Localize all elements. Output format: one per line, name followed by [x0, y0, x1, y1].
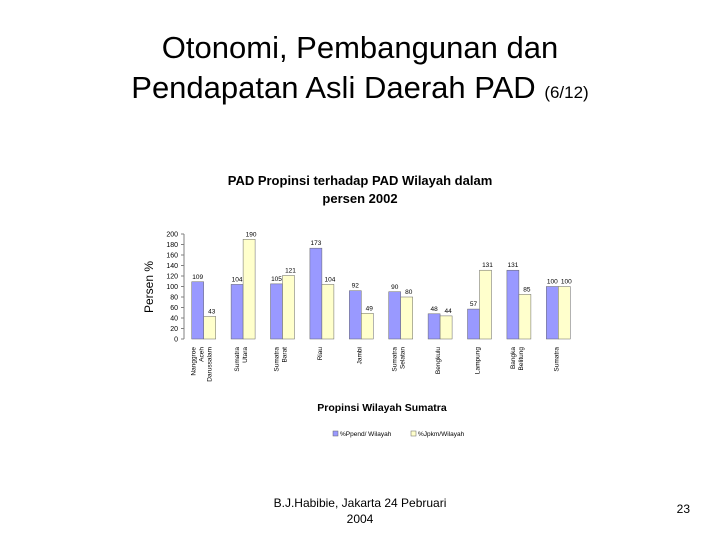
category-label: Sumatra — [234, 347, 242, 372]
legend-label: %Jpkm/Wilayah — [418, 431, 465, 438]
chart-title-line2: persen 2002 — [322, 191, 398, 206]
slide-title-line1: Otonomi, Pembangunan dan — [161, 30, 559, 65]
category-label: Selatan — [399, 347, 407, 370]
page-number: 23 — [676, 502, 690, 516]
bar-value-label: 49 — [365, 305, 373, 313]
bar-value-label: 121 — [285, 267, 296, 275]
bar-jpkm — [519, 294, 531, 339]
y-tick-label: 160 — [166, 252, 178, 260]
bar-jpkm — [322, 284, 334, 339]
bar-value-label: 43 — [208, 308, 216, 316]
bar-value-label: 48 — [430, 305, 438, 313]
bar-value-label: 85 — [523, 286, 531, 294]
bar-ppend — [468, 309, 480, 339]
category-label: Sumatra — [273, 347, 281, 372]
bar-value-label: 100 — [546, 278, 558, 286]
bar-value-label: 100 — [560, 278, 572, 286]
bar-jpkm — [204, 316, 216, 339]
category-label: Utara — [242, 347, 250, 363]
footer-credit — [230, 495, 490, 527]
y-tick-label: 140 — [166, 263, 178, 270]
y-tick-label: 40 — [170, 315, 178, 323]
bar-ppend — [389, 292, 401, 339]
bar-jpkm — [480, 270, 492, 339]
bar-value-label: 92 — [351, 282, 359, 290]
category-label: Jambi — [356, 347, 364, 365]
bar-value-label: 104 — [324, 276, 336, 284]
bar-value-label: 80 — [405, 289, 413, 296]
y-tick-label: 180 — [166, 242, 178, 249]
y-tick-label: 200 — [166, 231, 178, 239]
legend-swatch — [333, 431, 338, 436]
bar-ppend — [428, 314, 440, 339]
bar-ppend — [546, 287, 558, 340]
category-label: Bengkulu — [435, 347, 443, 375]
category-label: Sumatra — [553, 347, 561, 372]
bar-value-label: 90 — [391, 283, 399, 291]
category-label: Nanggroe — [190, 347, 198, 376]
bar-ppend — [310, 248, 322, 339]
bar-value-label: 131 — [507, 262, 519, 270]
slide-title-line2-text: Pendapatan Asli Daerah PAD — [131, 70, 536, 105]
y-tick-label: 100 — [166, 284, 178, 291]
bar-value-label: 57 — [469, 301, 478, 309]
bar-ppend — [507, 270, 519, 339]
footer-credit-line1: B.J.Habibie, Jakarta 24 Pebruari — [273, 496, 447, 510]
bar-ppend — [231, 284, 243, 339]
bar-jpkm — [440, 316, 452, 339]
category-label: Barat — [281, 347, 289, 363]
bar-ppend — [349, 291, 361, 339]
category-label: Darussalam — [206, 347, 214, 382]
y-tick-label: 20 — [170, 326, 178, 333]
category-label: Bangka — [509, 347, 517, 370]
legend-label: %Ppend/ Wilayah — [340, 431, 392, 438]
legend-swatch — [411, 431, 416, 436]
category-label: Riau — [316, 347, 324, 361]
bar-value-label: 104 — [231, 276, 243, 284]
bar-ppend — [192, 282, 204, 339]
bar-value-label: 173 — [310, 240, 322, 248]
slide-number-suffix: (6/12) — [544, 83, 589, 102]
bar-jpkm — [401, 297, 413, 339]
category-label: Belitung — [517, 347, 525, 371]
category-label: Lampung — [474, 347, 482, 375]
bar-jpkm — [243, 239, 255, 339]
x-axis-label: Propinsi Wilayah Sumatra — [317, 402, 447, 414]
category-label: Sumatra — [391, 347, 399, 372]
y-tick-label: 120 — [166, 273, 178, 281]
footer-credit-line2: 2004 — [346, 512, 374, 526]
bar-ppend — [271, 284, 283, 339]
y-tick-label: 80 — [170, 294, 178, 302]
bar-value-label: 131 — [482, 262, 493, 270]
category-label: Aceh — [198, 347, 206, 362]
bar-value-label: 105 — [271, 275, 282, 283]
bar-value-label: 190 — [245, 231, 257, 239]
bar-value-label: 44 — [444, 307, 452, 315]
bar-value-label: 109 — [192, 273, 204, 281]
bar-jpkm — [283, 275, 295, 339]
y-tick-label: 60 — [170, 305, 178, 312]
bar-jpkm — [361, 313, 373, 339]
y-axis-label: Persen % — [142, 260, 156, 314]
y-tick-label: 0 — [174, 336, 178, 344]
bar-jpkm — [558, 287, 570, 340]
chart-title-line1: PAD Propinsi terhadap PAD Wilayah dalam — [227, 173, 493, 188]
